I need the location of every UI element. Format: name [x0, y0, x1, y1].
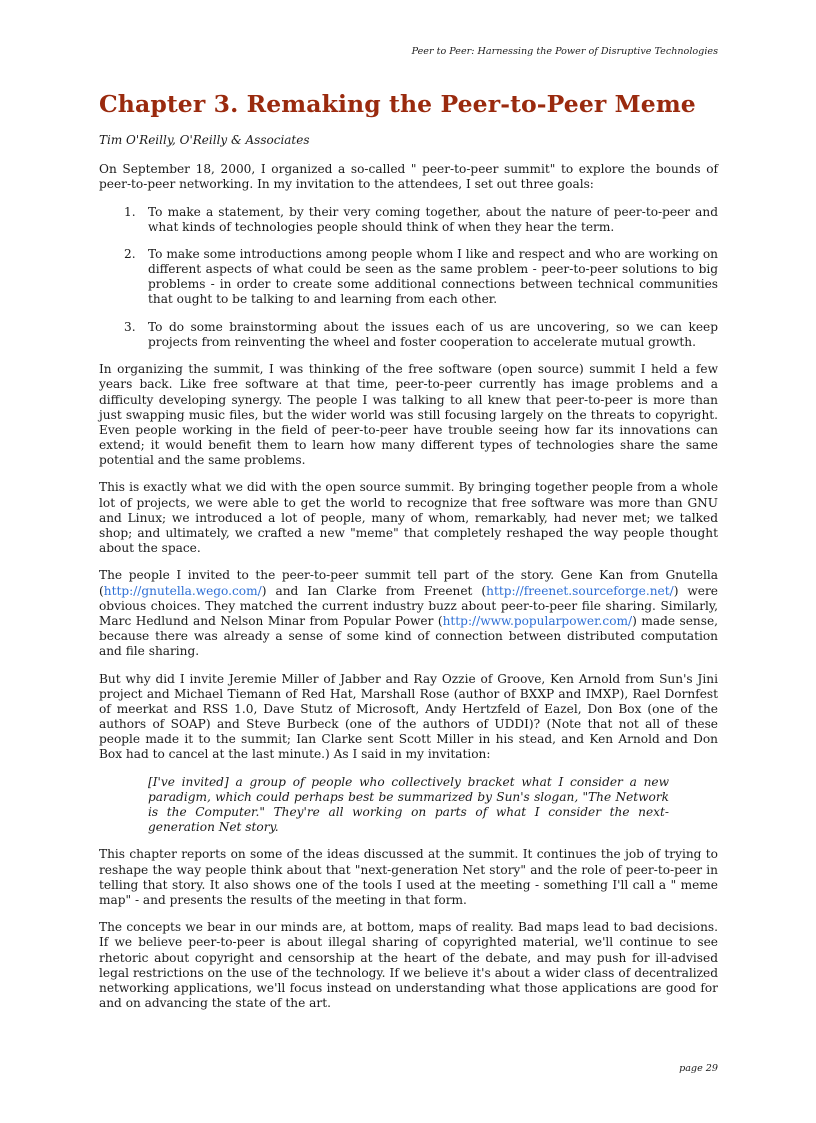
- paragraph-maps-of-reality: The concepts we bear in our minds are, at bottom, maps of reality. Bad maps lead to bad decisions. If we believe peer-to-peer is about illegal sharing of copyrighted material, we'll continue to see rhetoric about copyright and censorship at the heart of the debate, and may push for ill-advised legal restrictions on the use of the technology. If we believe it's about a wider class of decentralized networking applications, we'll focus instead on understanding what those applications are good for and on advancing the state of the art.: [99, 920, 718, 1010]
- paragraph-chapter-reports: This chapter reports on some of the ideas discussed at the summit. It continues the job of trying to reshape the way people think about that "next-generation Net story" and the role of peer-to-peer in telling that story. It also shows one of the tools I used at the meeting - something I'll call a " meme map" - and presents the results of the meeting in that form.: [99, 847, 718, 907]
- paragraph-open-source-summit: This is exactly what we did with the open source summit. By bringing together people from a whole lot of projects, we were able to get the world to recognize that free software was more than GNU and Linux; we introduced a lot of people, many of whom, remarkably, had never met; we talked shop; and ultimately, we crafted a new "meme" that completely reshaped the way people thought about the space.: [99, 480, 718, 555]
- paragraph-text: ) made sense, because there was already a sense of some kind of connection between distributed computation and file sharing.: [99, 613, 719, 658]
- chapter-body: [99, 162, 718, 1023]
- popularpower-link[interactable]: http://www.popularpower.com/: [442, 613, 633, 628]
- list-item-text: To do some brainstorming about the issues each of us are uncovering, so we can keep projects from reinventing the wheel and foster cooperation to accelerate mutual growth.: [148, 319, 718, 349]
- list-item: [124, 204, 718, 235]
- paragraph-text: ) were obvious choices. They matched the current industry buzz about peer-to-peer file sharing. Similarly, Marc Hedlund and Nelson Minar from Popular Power (: [99, 583, 718, 628]
- list-item: [124, 319, 718, 350]
- paragraph-organizing: In organizing the summit, I was thinking of the free software (open source) summit I held a few years back. Like free software at that time, peer-to-peer currently has image problems and a difficulty developing synergy. The people I was talking to all knew that peer-to-peer is more than just swapping music files, but the wider world was still focusing largely on the threats to copyright. Even people working in the field of peer-to-peer have trouble seeing how far its innovations can extend; it would benefit them to learn how many different types of technologies share the same potential and the same problems.: [99, 362, 718, 467]
- chapter-title: Chapter 3. Remaking the Peer-to-Peer Meme: [99, 90, 696, 118]
- list-number: 2.: [124, 247, 136, 262]
- author-line: Tim O'Reilly, O'Reilly & Associates: [99, 133, 310, 147]
- paragraph-intro: On September 18, 2000, I organized a so-called " peer-to-peer summit" to explore the bounds of peer-to-peer networking. In my invitation to the attendees, I set out three goals:: [99, 162, 718, 192]
- list-item-text: To make a statement, by their very coming together, about the nature of peer-to-peer and what kinds of technologies people should think of when they hear the term.: [148, 204, 718, 234]
- page-number: page 29: [679, 1063, 718, 1074]
- paragraph-invitees: [99, 568, 718, 659]
- running-header: Peer to Peer: Harnessing the Power of Disruptive Technologies: [411, 46, 718, 57]
- freenet-link[interactable]: http://freenet.sourceforge.net/: [486, 583, 674, 598]
- list-number: 1.: [124, 204, 136, 219]
- list-item-text: To make some introductions among people whom I like and respect and who are working on different aspects of what could be seen as the same problem - peer-to-peer solutions to big problems - in order to create some additional connections between technical communities that ought to be talking to and learning from each other.: [148, 247, 718, 307]
- paragraph-text: ) and Ian Clarke from Freenet (: [261, 583, 487, 598]
- list-number: 3.: [124, 319, 136, 334]
- invitation-quote: [I've invited] a group of people who collectively bracket what I consider a new paradigm, which could perhaps best be summarized by Sun's slogan, "The Network is the Computer." They're all working on parts of what I consider the next-generation Net story.: [148, 774, 669, 834]
- gnutella-link[interactable]: http://gnutella.wego.com/: [103, 583, 262, 598]
- paragraph-why-invite: But why did I invite Jeremie Miller of Jabber and Ray Ozzie of Groove, Ken Arnold from Sun's Jini project and Michael Tiemann of Red Hat, Marshall Rose (author of BXXP and IMXP), Rael Dornfest of meerkat and RSS 1.0, Dave Stutz of Microsoft, Andy Hertzfeld of Eazel, Don Box (one of the authors of SOAP) and Steve Burbeck (one of the authors of UDDI)? (Note that not all of these people made it to the summit; Ian Clarke sent Scott Miller in his stead, and Ken Arnold and Don Box had to cancel at the last minute.) As I said in my invitation:: [99, 671, 718, 761]
- goals-list: [99, 205, 718, 350]
- list-item: [124, 247, 718, 307]
- paragraph-text: The people I invited to the peer-to-peer summit tell part of the story. Gene Kan from Gnutella (: [99, 568, 718, 598]
